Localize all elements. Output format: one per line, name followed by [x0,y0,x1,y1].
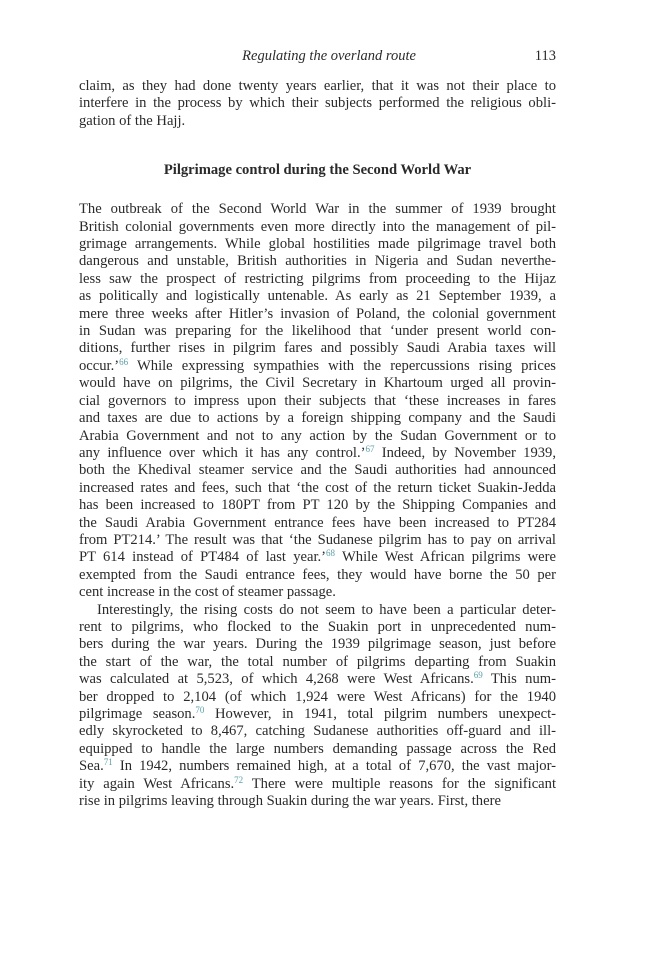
text-segment: ity again West Africans. [79,775,235,792]
text-line: cent increase in the cost of steamer passage. [79,584,336,601]
text-line [79,671,556,688]
text-line: in Sudan was preparing for the likelihood that ‘under present world con- [79,323,556,340]
text-line: Arabia Government and not to any action by the Sudan Government or to [79,427,556,444]
footnote-reference[interactable]: 69 [473,670,483,681]
footnote-reference[interactable]: 72 [234,774,244,785]
text-line: the Saudi Arabia Government entrance fees have been increased to PT284 [79,514,556,531]
text-line: the start of the war, the total number of pilgrims departing from Suakin [79,653,556,670]
text-segment: Indeed, by November 1939, [374,444,556,461]
running-head-title: Regulating the overland route [242,48,416,64]
text-line: increased rates and fees, such that ‘the cost of the return ticket Suakin-Jedda [79,479,556,496]
text-line [79,358,556,375]
footnote-reference[interactable]: 70 [195,705,205,715]
text-segment: In 1942, numbers remained high, at a total of 7,670, the vast major- [112,758,556,775]
text-line: dangerous and unstable, British authorities in Nigeria and Sudan neverthe- [79,253,556,270]
text-line: rise in pilgrims leaving through Suakin during the war years. First, there [79,793,501,810]
text-line [79,706,556,723]
book-page [79,48,556,810]
text-line: claim, as they had done twenty years earlier, that it was not their place to [79,78,556,94]
text-segment: was calculated at 5,523, of which 4,268 were West Africans. [79,671,474,688]
text-line: as politically and logistically untenable. As early as 21 September 1939, a [79,288,556,305]
text-line: Interestingly, the rising costs do not seem to have been a particular deter- [97,601,556,618]
text-line: ditions, further rises in pilgrim fares and possibly Saudi Arabia taxes will [79,340,556,357]
text-line: equipped to handle the large numbers demanding passage across the Red [79,740,556,757]
text-line: British colonial governments even more directly into the management of pil- [79,218,556,235]
text-segment: While West African pilgrims were [335,549,556,566]
text-line: would have on pilgrims, the Civil Secretary in Khartoum urged all provin- [79,375,556,392]
text-line [79,776,556,793]
text-line: less saw the prospect of restricting pilgrims from proceeding to the Hijaz [79,270,556,287]
footnote-reference[interactable]: 71 [103,757,113,768]
text-line: edly skyrocketed to 8,467, catching Sudanese authorities off-guard and ill- [79,723,556,740]
text-segment: Sea. [79,758,104,775]
body-paragraph-1 [79,201,556,601]
text-line [79,549,556,566]
footnote-reference[interactable]: 68 [326,548,336,559]
text-segment: There were multiple reasons for the significant [243,775,556,792]
intro-paragraph [79,78,556,130]
text-line [79,758,556,775]
footnote-reference[interactable]: 67 [365,443,375,454]
text-segment: This num- [482,671,556,688]
text-line: interfere in the process by which their subjects performed the religious obli- [79,95,556,112]
text-line [79,445,556,462]
text-line: exempted from the Saudi entrance fees, they would have borne the 50 per [79,566,556,583]
text-line: ber dropped to 2,104 (of which 1,924 were West Africans) for the 1940 [79,688,556,705]
body-paragraph-2 [79,602,556,811]
text-line: both the Khedival steamer service and the Saudi authorities had announced [79,462,556,479]
text-line: The outbreak of the Second World War in the summer of 1939 brought [79,201,556,218]
text-line: has been increased to 180PT from PT 120 by the Shipping Companies and [79,497,556,514]
text-line: mere three weeks after Hitler’s invasion of Poland, the colonial government [79,305,556,322]
text-segment: any influence over which it has any control.’ [79,444,366,461]
text-segment: PT 614 instead of PT484 of last year.’ [79,549,327,566]
text-line: from PT214.’ The result was that ‘the Sudanese pilgrim has to pay on arrival [79,531,556,548]
text-segment: pilgrimage season. [79,706,196,722]
text-line: rent to pilgrims, who flocked to the Suakin port in unprecedented num- [79,618,556,635]
text-segment: occur.’ [79,357,120,374]
text-segment: While expressing sympathies with the repercussions rising prices [128,357,556,374]
text-line: and taxes are due to actions by a foreign shipping company and the Saudi [79,410,556,427]
page-number: 113 [534,48,556,64]
text-line: bers during the war years. During the 1939 pilgrimage season, just before [79,636,556,653]
text-segment: However, in 1941, total pilgrim numbers unexpect- [204,706,556,722]
running-head [79,48,556,70]
section-heading: Pilgrimage control during the Second World War [163,162,472,179]
footnote-reference[interactable]: 66 [119,356,129,367]
text-line: grimage arrangements. While global hostilities made pilgrimage travel both [79,236,556,253]
text-line: cial governors to impress upon their subjects that ‘these increases in fares [79,392,556,409]
text-line: gation of the Hajj. [79,112,186,129]
